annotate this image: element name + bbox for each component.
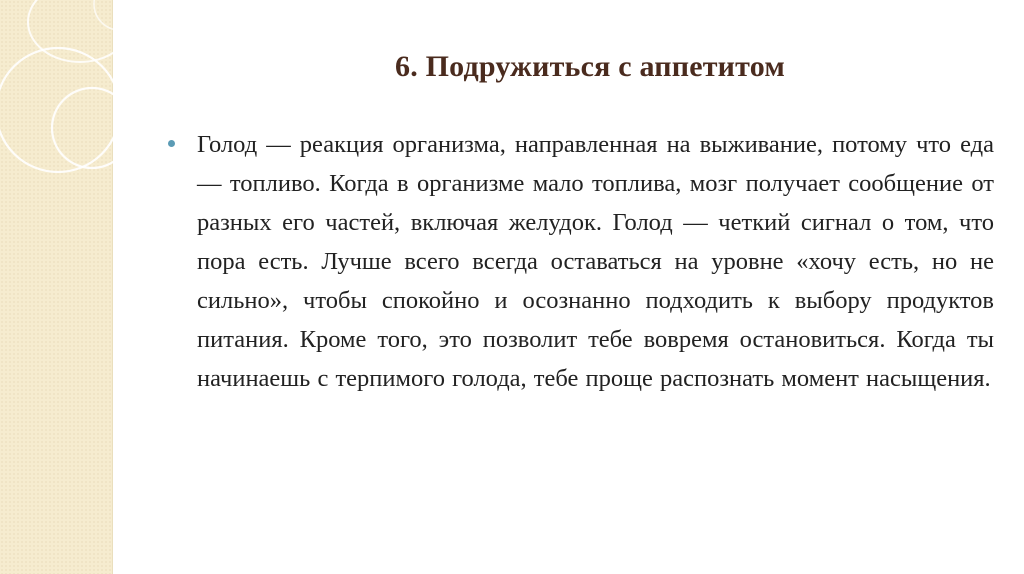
slide-title: 6. Подружиться с аппетитом <box>395 50 785 83</box>
bullet-dot-icon <box>168 140 175 147</box>
bullet-item <box>168 125 994 398</box>
bullet-text: Голод — реакция организма, направленная на выживание, потому что еда — топливо. Когда в организме мало топлива, мозг получает сообщение от разных его частей, включая желудок. Голод — четкий сигнал о том, что пора есть. Лучше всего всегда оставаться на уровне «хочу есть, но не сильно», чтобы спокойно и осознанно подходить к выбору продуктов питания. Кроме того, это позволит тебе вовремя остановиться. Когда ты начинаешь с терпимого голода, тебе проще распознать момент насыщения. <box>197 131 994 392</box>
slide-content <box>168 125 994 398</box>
decorative-rings <box>0 0 160 260</box>
